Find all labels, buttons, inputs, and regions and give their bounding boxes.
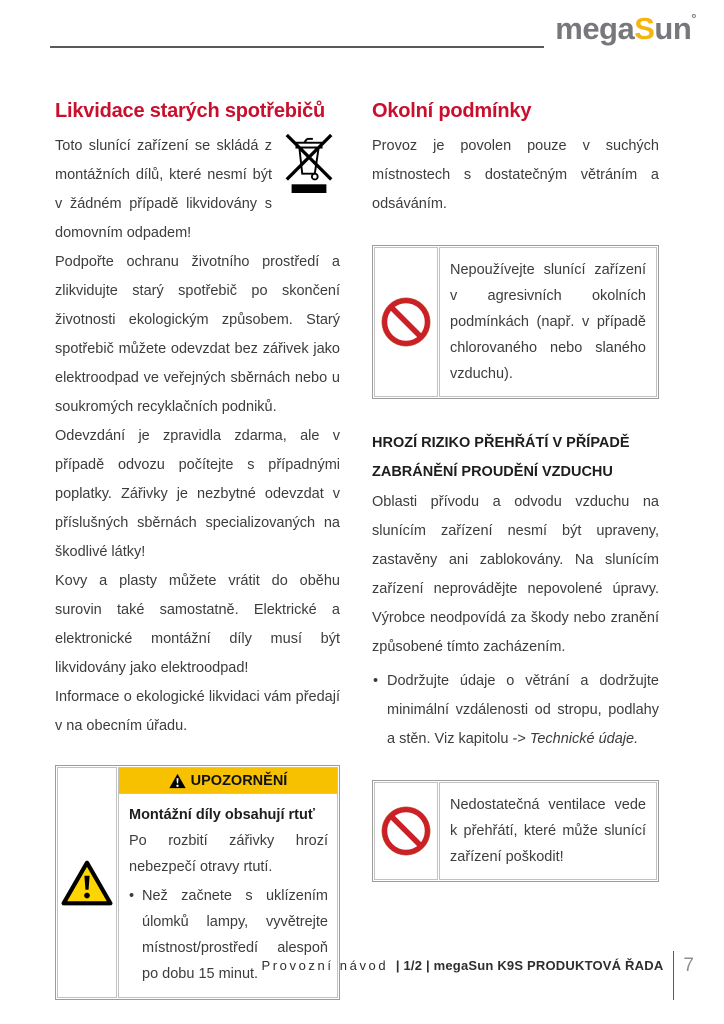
- prohibition-box-text-content: Nepoužívejte slunící zařízení v agresivních okolních podmínkách (např. v případě chlorovaného nebo slaného vzduchu).: [450, 262, 646, 382]
- logo-text-mega: mega: [555, 11, 635, 46]
- paragraph-disposal-intro: [55, 132, 340, 248]
- prohibition-box-text-content: Nedostatečná ventilace vede k přehřátí, které může slunící zařízení poškodit!: [450, 797, 646, 865]
- warning-box-bullet: • Než začnete s uklízením úlomků lampy, vyvětrejte místnost/prostředí alespoň po dobu 15 minut.: [129, 883, 328, 987]
- left-column: [55, 100, 340, 1000]
- footer-manual-label: Provozní návod: [261, 958, 389, 973]
- footer-text: [261, 956, 663, 976]
- bullet-text: Dodržujte údaje o větrání a dodržujte minimální vzdálenosti od stropu, podlahy a stěn. Viz kapitolu: [387, 673, 659, 747]
- page-footer: [55, 951, 694, 1000]
- bullet-ventilation-distances: [372, 667, 659, 754]
- heading-disposal: Likvidace starých spotřebičů: [55, 100, 326, 122]
- subheading-overheating-risk: HROZÍ RIZIKO PŘEHŘÁTÍ V PŘÍPADĚ ZABRÁNĚNÍ PROUDĚNÍ VZDUCHU: [372, 435, 630, 480]
- bullet-ref-chapter: Technické údaje.: [529, 731, 639, 747]
- warning-box-text: Po rozbití zářivky hrozí nebezpečí otravy rtutí.: [129, 833, 328, 875]
- header-rule: [50, 46, 544, 48]
- warning-box-header: [119, 768, 337, 794]
- logo-trademark-mark: °: [691, 11, 696, 26]
- bullet-ref-arrow: ->: [512, 731, 526, 747]
- paragraph-disposal-intro-text: Toto slunící zařízení se skládá z montážních dílů, které nesmí být v žádném případě likvidovány s domovním odpadem!: [55, 138, 272, 241]
- weee-crossed-bin-icon: [280, 134, 340, 194]
- heading-ambient-conditions: Okolní podmínky: [372, 100, 532, 122]
- footer-divider: [673, 951, 674, 1000]
- prohibition-sign-icon: [374, 782, 438, 880]
- prohibition-box-aggressive-conditions: [372, 245, 659, 399]
- logo-text-s: S: [634, 11, 655, 46]
- prohibition-box-insufficient-ventilation: [372, 780, 659, 882]
- prohibition-sign-icon: [374, 247, 438, 397]
- right-column: [372, 100, 659, 882]
- paragraph-disposal-2: Podpořte ochranu životního prostředí a zlikvidujte starý spotřebič po skončení životnosti ekologickým způsobem. Starý spotřebič můžete odevzdat bez zářivek jako elektroodpad ve veřejných sběrnách nebo u soukromých recyklačních podniků.: [55, 254, 340, 415]
- paragraph-disposal-3: Odevzdání je zpravidla zdarma, ale v případě odvozu počítejte s případnými poplatky. Zářivky je nezbytné odevzdat v příslušných sběrnách specializovaných na škodlivé látky!: [55, 428, 340, 560]
- warning-box-header-label: UPOZORNĚNÍ: [190, 772, 288, 789]
- paragraph-disposal-4: Kovy a plasty můžete vrátit do oběhu surovin také samostatně. Elektrické a elektronické montážní díly musí být likvidovány jako elektroodpad!: [55, 573, 340, 676]
- alert-triangle-icon: [169, 773, 186, 789]
- paragraph-disposal-5: Informace o ekologické likvidaci vám předají v na obecním úřadu.: [55, 689, 340, 734]
- logo-text-un: un: [654, 11, 692, 46]
- prohibition-box-text: [439, 247, 657, 397]
- prohibition-box-text: [439, 782, 657, 880]
- footer-product-label: | 1/2 | megaSun K9S PRODUKTOVÁ ŘADA: [395, 958, 664, 973]
- paragraph-air-supply: Oblasti přívodu a odvodu vzduchu na slunícím zařízení nesmí být upraveny, zastavěny ani zablokovány. Na slunícím zařízení neprovádějte nepovolené úpravy. Výrobce neodpovídá za škody nebo zranění způsobené tímto zacházením.: [372, 494, 659, 655]
- megasun-logo: [555, 12, 696, 46]
- page-number: 7: [683, 955, 694, 976]
- warning-box-title: Montážní díly obsahují rtuť: [129, 807, 315, 823]
- paragraph-ambient-intro: Provoz je povolen pouze v suchých místnostech s dostatečným větráním a odsáváním.: [372, 138, 659, 212]
